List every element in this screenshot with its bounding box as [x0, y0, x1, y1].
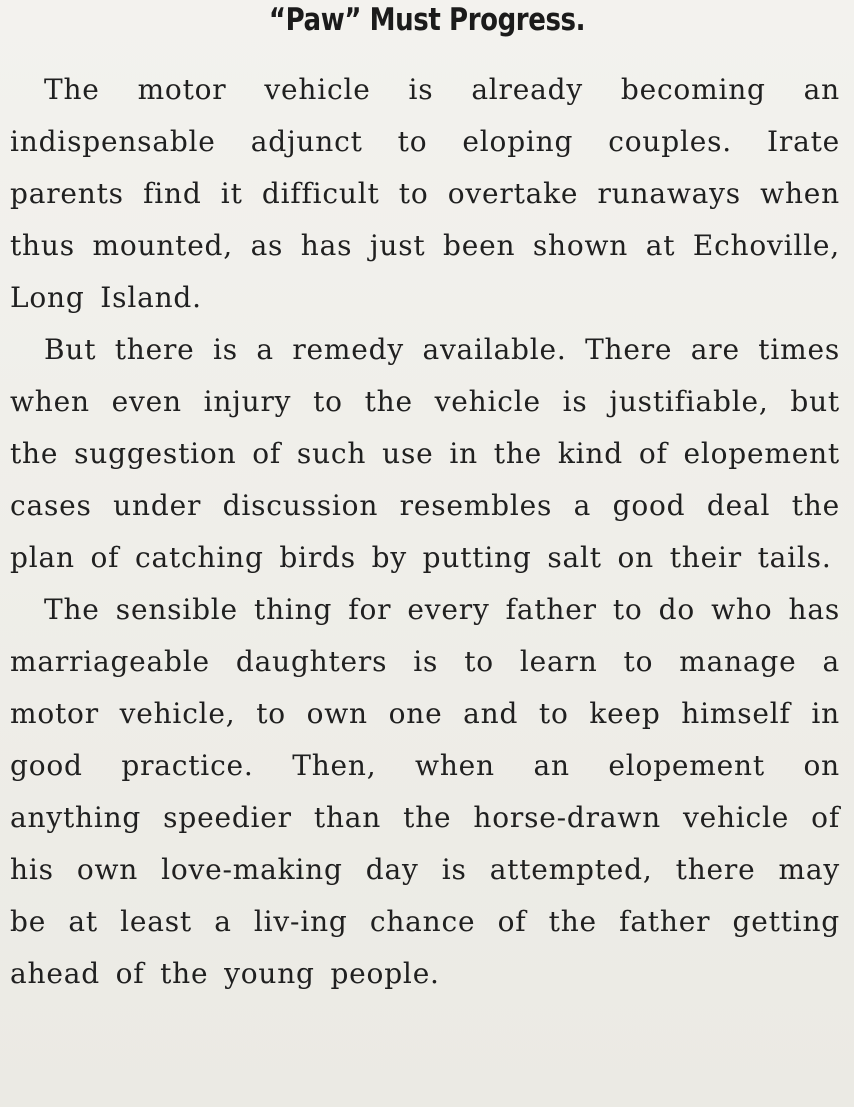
article-body	[10, 64, 840, 1000]
article-paragraph-2: But there is a remedy available. There are times when even injury to the vehicle is justifiable, but the suggestion of such use in the kind of elopement cases under discussion resembles a good deal the plan of catching birds by putting salt on their tails.	[10, 333, 840, 574]
article-paragraph-1: The motor vehicle is already becoming an indispensable adjunct to eloping couples. Irate parents find it difficult to overtake runaways when thus mounted, as has just been shown at Echoville, Long Island.	[10, 73, 840, 314]
article-paragraph-3: The sensible thing for every father to do who has marriageable daughters is to learn to manage a motor vehicle, to own one and to keep himself in good practice. Then, when an elopement on anything speedier than the horse-drawn vehicle of his own love-making day is attempted, there may be at least a liv-ing chance of the father getting ahead of the young people.	[10, 593, 840, 990]
article-headline: “Paw” Must Progress.	[268, 2, 586, 38]
